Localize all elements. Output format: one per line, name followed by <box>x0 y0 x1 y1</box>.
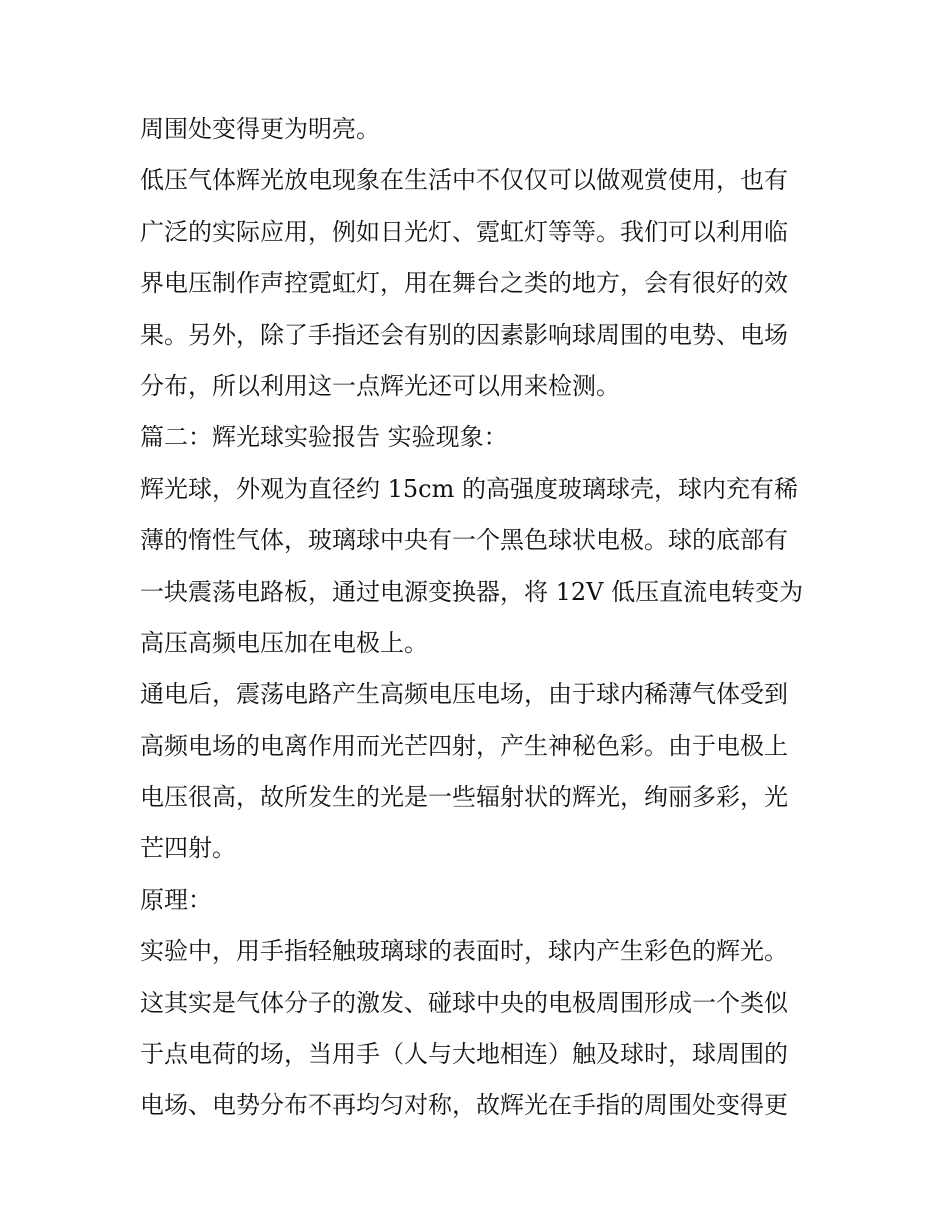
text-line: 界电压制作声控霓虹灯，用在舞台之类的地方，会有很好的效 <box>140 269 788 298</box>
text-line: 广泛的实际应用，例如日光灯、霓虹灯等等。我们可以利用临 <box>140 217 788 246</box>
text-line: 于点电荷的场，当用手（人与大地相连）触及球时，球周围的 <box>140 1040 788 1069</box>
text-line: 低压气体辉光放电现象在生活中不仅仅可以做观赏使用，也有 <box>140 166 788 195</box>
text-line: 薄的惰性气体，玻璃球中央有一个黑色球状电极。球的底部有 <box>140 526 788 555</box>
principle-heading: 原理： <box>140 885 212 914</box>
text-line: 高压高频电压加在电极上。 <box>140 628 428 657</box>
text-line: 电场、电势分布不再均匀对称，故辉光在手指的周围处变得更 <box>140 1091 788 1120</box>
text-line: 实验中，用手指轻触玻璃球的表面时，球内产生彩色的辉光。 <box>140 937 788 966</box>
section-heading: 篇二：辉光球实验报告 实验现象： <box>140 423 508 452</box>
text-line: 一块震荡电路板，通过电源变换器，将 12V 低压直流电转变为 <box>140 577 804 606</box>
text-line: 这其实是气体分子的激发、碰球中央的电极周围形成一个类似 <box>140 988 788 1017</box>
text-line: 通电后，震荡电路产生高频电压电场，由于球内稀薄气体受到 <box>140 680 788 709</box>
text-line: 芒四射。 <box>140 834 236 863</box>
text-line: 高频电场的电离作用而光芒四射，产生神秘色彩。由于电极上 <box>140 731 788 760</box>
text-line: 果。另外，除了手指还会有别的因素影响球周围的电势、电场 <box>140 320 788 349</box>
text-line: 周围处变得更为明亮。 <box>140 115 380 143</box>
body-text <box>140 104 820 1132</box>
text-line: 分布，所以利用这一点辉光还可以用来检测。 <box>140 371 620 400</box>
text-line: 电压很高，故所发生的光是一些辐射状的辉光，绚丽多彩，光 <box>140 783 788 812</box>
text-line: 辉光球，外观为直径约 15cm 的高强度玻璃球壳，球内充有稀 <box>140 474 798 503</box>
